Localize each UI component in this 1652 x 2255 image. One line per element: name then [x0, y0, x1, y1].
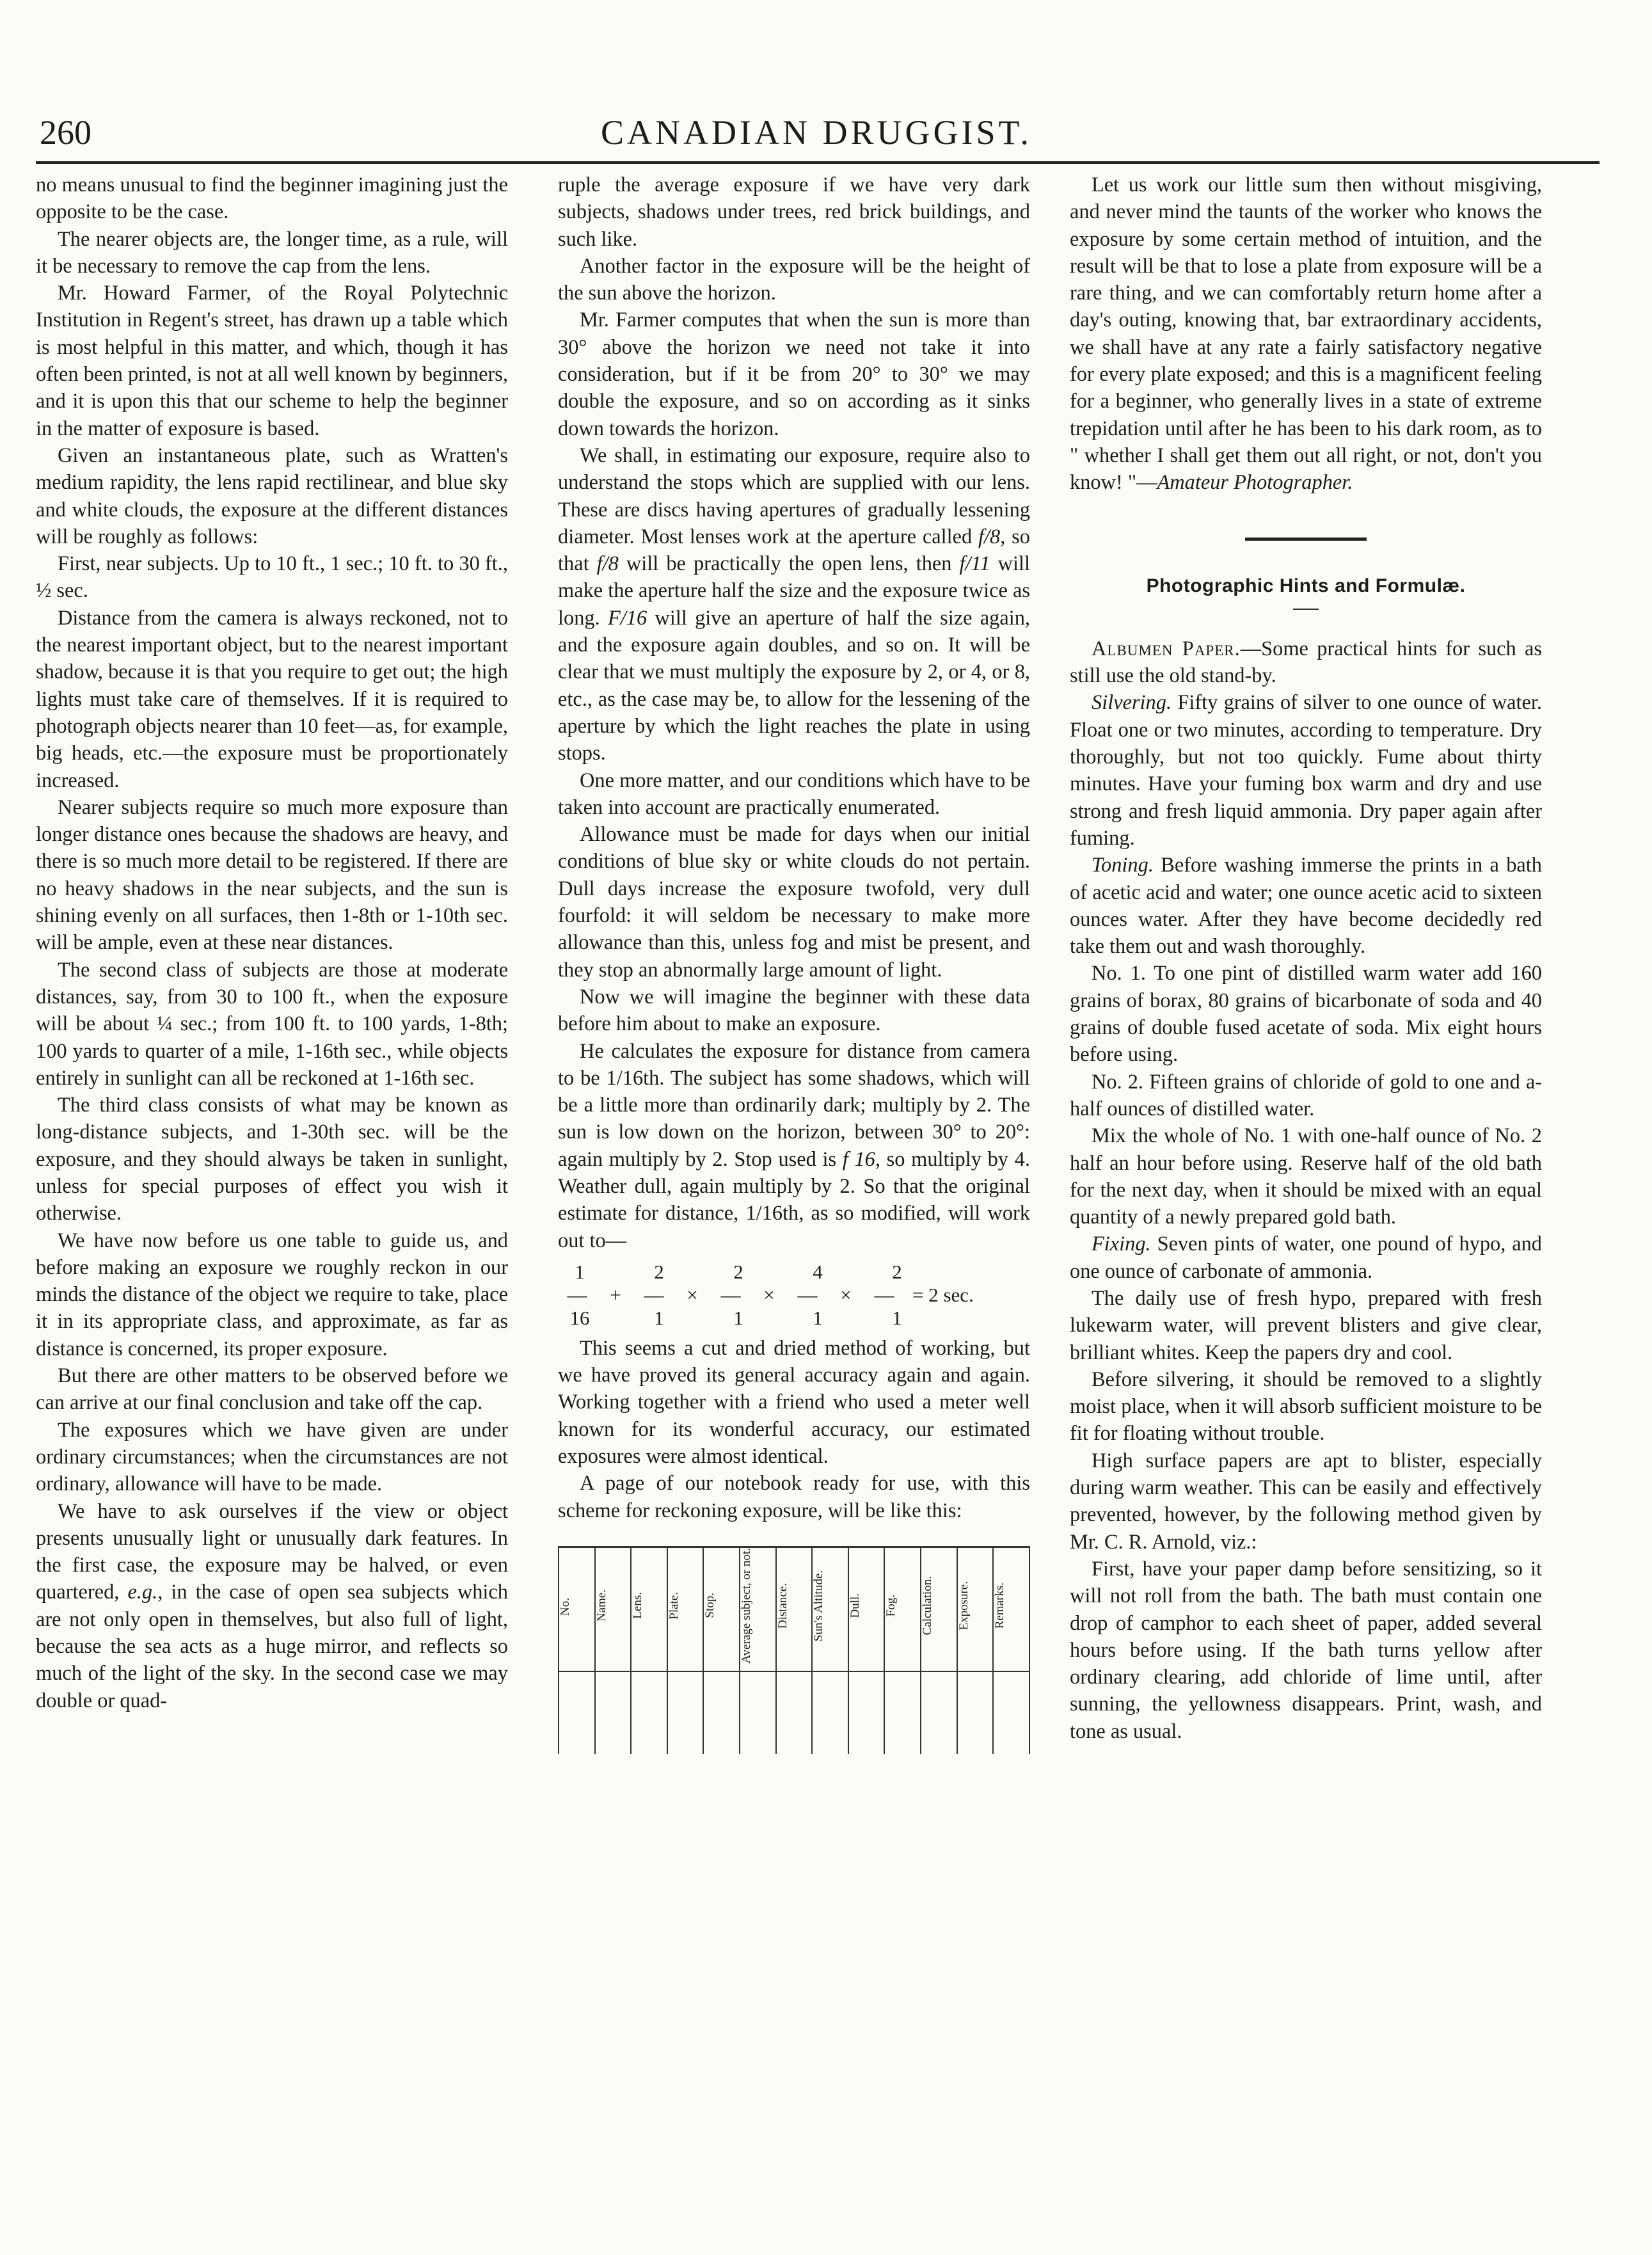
notebook-table [558, 1546, 1030, 1747]
operator: + [610, 1283, 621, 1306]
header-rule [36, 161, 1600, 164]
paragraph [558, 442, 1030, 767]
fraction-bar: — [797, 1283, 818, 1306]
paragraph: Before silvering, it should be removed to a slightly moist place, when it will absorb sufficient moisture to be fit for floating without trouble. [1070, 1367, 1542, 1446]
text-run: will make the aperture half the size and the exposure twice as long. [558, 552, 1030, 630]
paragraph: The exposures which we have given are under ordinary circumstances; when the circumstances are not ordinary, allowance will have to be made. [36, 1418, 508, 1496]
column-header: Calculation. [921, 1547, 957, 1671]
text-run: , so multiply by 4. Weather dull, again multiply by 2. So that the original estimate for distance, 1/16th, as so modified, will work out to— [558, 1147, 1030, 1252]
section-heading: Photographic Hints and Formulæ. [1146, 575, 1466, 596]
denominator: 1 [733, 1306, 743, 1329]
paragraph [558, 1038, 1030, 1254]
operator: × [840, 1283, 852, 1306]
paragraph [1070, 171, 1542, 497]
column-header: Lens. [631, 1547, 667, 1671]
text-run: Seven pints of water, one pound of hypo, and one ounce of carbonate of ammonia. [1070, 1232, 1542, 1283]
denominator: 16 [569, 1306, 590, 1329]
fraction-bar: — [720, 1283, 741, 1306]
page-number: 260 [40, 113, 91, 152]
aperture-f8: f/8 [596, 552, 619, 576]
paragraph: No. 1. To one pint of distilled warm water add 160 grains of borax, 80 grains of bicarbonate of soda and 40 grains of double fused acetate of soda. Mix eight hours before using. [1070, 962, 1542, 1067]
column-header: No. [559, 1547, 595, 1671]
denominator: 1 [813, 1306, 823, 1329]
column-header: Sun's Altitude. [812, 1547, 848, 1671]
notebook-empty-row [559, 1671, 1029, 1754]
notebook-header-row [559, 1547, 1029, 1671]
paragraph: The nearer objects are, the longer time, as a rule, will it be necessary to remove the cap from the lens. [36, 227, 508, 278]
column-header: Average subject, or not. [740, 1547, 776, 1671]
numerator: 2 [892, 1260, 902, 1283]
paragraph: A page of our notebook ready for use, with this scheme for reckoning exposure, will be like this: [558, 1472, 1030, 1522]
text-run: , so that [558, 525, 1030, 576]
column-1 [36, 171, 508, 1714]
running-title: CANADIAN DRUGGIST. [601, 113, 1032, 152]
numerator: 2 [654, 1260, 664, 1283]
aperture-f16: f 16 [842, 1147, 875, 1171]
paragraph: Another factor in the exposure will be the height of the sun above the horizon. [558, 254, 1030, 305]
paragraph [36, 1498, 508, 1714]
aperture-f16: F/16 [607, 606, 647, 630]
text-run: We shall, in estimating our exposure, require also to understand the stops which are supplied with our lens. These are discs having apertures of gradually lessening diameter. Most lenses work at the aperture called [558, 443, 1030, 548]
text-run: Fifty grains of silver to one ounce of water. Float one or two minutes, according to temperature. Dry thoroughly, but not too quickly. Fume about thirty minutes. Have your fuming box warm and dry and use strong and fresh liquid ammonia. Dry paper again after fuming. [1070, 691, 1542, 850]
formula-bars [558, 1284, 1030, 1307]
paragraph: The daily use of fresh hypo, prepared with fresh lukewarm water, will prevent blisters and give clear, brilliant whites. Keep the papers dry and cool. [1070, 1286, 1542, 1364]
aperture-f8: f/8 [978, 525, 1001, 548]
operator: × [687, 1283, 698, 1306]
run-in-heading: Albumen Paper. [1092, 637, 1241, 660]
run-in-heading: Fixing. [1092, 1232, 1151, 1256]
text-run: We have to ask ourselves if the view or object presents unusually light or unusually dark features. In the first case, the exposure may be halved, or even quartered, [36, 1499, 508, 1604]
paragraph: The second class of subjects are those at moderate distances, say, from 30 to 100 ft., when the exposure will be about ¼ sec.; from 100 ft. to 100 yards, 1-8th; 100 yards to quarter of a mile, 1-16th sec., while objects entirely in sunlight can all be reckoned at 1-16th sec. [36, 958, 508, 1090]
operator: × [763, 1283, 775, 1306]
column-3 [1070, 171, 1542, 1745]
text-run: Before washing immerse the prints in a bath of acetic acid and water; one ounce acetic acid to sixteen ounces water. After they have become decidedly red take them out and wash thoroughly. [1070, 854, 1542, 959]
numerator: 2 [733, 1260, 743, 1283]
run-in-heading: Toning. [1092, 854, 1154, 877]
paragraph [1070, 852, 1542, 960]
column-header: Remarks. [993, 1547, 1029, 1671]
italic-eg: e.g. [127, 1581, 158, 1604]
text-run: —Some practical hints for such as still use the old stand-by. [1070, 637, 1542, 688]
paragraph: Allowance must be made for days when our initial conditions of blue sky or white clouds do not pertain. Dull days increase the exposure twofold, very dull fourfold: it will seldom be necessary to make more allowance than this, unless fog and mist be present, and they stop an abnormally large amount of light. [558, 823, 1030, 982]
paragraph: But there are other matters to be observed before we can arrive at our final conclusion and take off the cap. [36, 1364, 508, 1415]
fraction-bar: — [874, 1283, 894, 1306]
paragraph: One more matter, and our conditions which have to be taken into account are practically enumerated. [558, 769, 1030, 819]
paragraph [1070, 635, 1542, 690]
paragraph: Given an instantaneous plate, such as Wratten's medium rapidity, the lens rapid rectilinear, and blue sky and white clouds, the exposure at the different distances will be roughly as follows: [36, 443, 508, 548]
column-header: Name. [595, 1547, 631, 1671]
denominator: 1 [892, 1306, 902, 1329]
column-header: Distance. [776, 1547, 813, 1671]
run-in-heading: Silvering. [1092, 691, 1172, 715]
paragraph [1070, 689, 1542, 852]
text-run: will give an aperture of half the size again, and the exposure again doubles, and so on. It will be clear that we must multiply the exposure by 2, or 4, or 8, etc., as the case may be, to allow for the lessening of the aperture by which the light reaches the plate in using stops. [558, 606, 1030, 765]
fraction-bar: — [644, 1283, 664, 1306]
paragraph: We have now before us one table to guide us, and before making an exposure we roughly reckon in our minds the distance of the object we require to take, place it in its appropriate class, and approximate, as far as distance is concerned, its proper exposure. [36, 1229, 508, 1360]
page-header [36, 109, 1597, 160]
paragraph: no means unusual to find the beginner imagining just the opposite to be the case. [36, 173, 508, 224]
section-divider [1245, 538, 1367, 541]
paragraph: Mr. Howard Farmer, of the Royal Polytechnic Institution in Regent's street, has drawn up a table which is most helpful in this matter, and which, though it has often been printed, is not at all well known by beginners, and it is upon this that our scheme to help the beginner in the matter of exposure is based. [36, 282, 508, 440]
column-2 [558, 171, 1030, 1747]
numerator: 4 [813, 1260, 823, 1283]
fraction-bar: — [567, 1283, 587, 1306]
text-run: will be practically the open lens, then [626, 552, 952, 576]
aperture-f11: f/11 [959, 552, 990, 576]
paragraph: Nearer subjects require so much more exposure than longer distance ones because the shadows are heavy, and there is so much more detail to be registered. If there are no heavy shadows in the near subjects, and the sun is shining evenly on all surfaces, then 1-8th or 1-10th sec. will be ample, even at these near distances. [36, 795, 508, 955]
paragraph: First, near subjects. Up to 10 ft., 1 sec.; 10 ft. to 30 ft., ½ sec. [36, 552, 508, 603]
heading-dash [1293, 609, 1319, 610]
numerator: 1 [575, 1260, 585, 1283]
paragraph [1070, 1231, 1542, 1285]
column-header: Dull. [848, 1547, 885, 1671]
paragraph: Now we will imagine the beginner with these data before him about to make an exposure. [558, 985, 1030, 1036]
exposure-formula [558, 1261, 1030, 1330]
text-run: Let us work our little sum then without misgiving, and never mind the taunts of the worker who knows the exposure by some certain method of intuition, and the result will be that to lose a plate from exposure will be a rare thing, and we can comfortably return home after a day's outing, knowing that, bar extraordinary accidents, we shall have at any rate a fairly satisfactory negative for every plate exposed; and this is a magnificent feeling for a beginner, who generally lives in a state of extreme trepidation until after he has been to his dark room, as to " whether I shall get them out all right, or not, don't you know! "— [1070, 173, 1542, 495]
formula-result: = 2 sec. [912, 1283, 974, 1306]
paragraph: This seems a cut and dried method of working, but we have proved its general accuracy again and again. Working together with a friend who used a meter well known for its wonderful accuracy, our estimated exposures were almost identical. [558, 1336, 1030, 1469]
source-credit: Amateur Photographer. [1157, 471, 1353, 495]
column-header: Plate. [667, 1547, 704, 1671]
paragraph: No. 2. Fifteen grains of chloride of gold to one and a-half ounces of distilled water. [1070, 1070, 1542, 1120]
paragraph: Mr. Farmer computes that when the sun is more than 30° above the horizon we need not take it into consideration, but if it be from 20° to 30° we may double the exposure, and so on according as it sinks down towards the horizon. [558, 308, 1030, 440]
text-run: He calculates the exposure for distance from camera to be 1/16th. The subject has some shadows, which will be a little more than ordinarily dark; multiply by 2. The sun is low down on the horizon, between 30° to 20°: again multiply by 2. Stop used is [558, 1039, 1030, 1171]
text-run: , in the case of open sea subjects which are not only open in themselves, but also full of light, because the sea acts as a huge mirror, and reflects so much of the light of the sky. In the second case we may double or quad- [36, 1581, 508, 1712]
paragraph: ruple the average exposure if we have very dark subjects, shadows under trees, red brick buildings, and such like. [558, 173, 1030, 251]
paragraph: Mix the whole of No. 1 with one-half ounce of No. 2 half an hour before using. Reserve half of the old bath for the next day, when it should be mixed with an equal quantity of a newly prepared gold bath. [1070, 1124, 1542, 1229]
column-header: Stop. [703, 1547, 740, 1671]
notebook-grid [558, 1546, 1030, 1754]
denominator: 1 [654, 1306, 664, 1329]
formula-numerators [558, 1261, 1030, 1284]
paragraph: Distance from the camera is always reckoned, not to the nearest important object, but to the nearest important shadow, because it is that you require to get out; the high lights must take care of themselves. If it is required to photograph objects nearer than 10 feet—as, for example, big heads, etc.—the exposure must be proportionately increased. [36, 606, 508, 792]
paragraph: High surface papers are apt to blister, especially during warm weather. This can be easily and effectively prevented, however, by the following method given by Mr. C. R. Arnold, viz.: [1070, 1449, 1542, 1554]
paragraph: First, have your paper damp before sensitizing, so it will not roll from the bath. The bath must contain one drop of camphor to each sheet of paper, added several hours before using. If the bath turns yellow after ordinary clearing, add chloride of lime until, after sunning, the yellowness disappears. Print, wash, and tone as usual. [1070, 1557, 1542, 1743]
column-header: Fog. [884, 1547, 921, 1671]
column-header: Exposure. [957, 1547, 994, 1671]
paragraph: The third class consists of what may be known as long-distance subjects, and 1-30th sec. will be the exposure, and they should always be taken in sunlight, unless for special purposes of effect you wish it otherwise. [36, 1094, 508, 1225]
formula-denominators [558, 1307, 1030, 1330]
